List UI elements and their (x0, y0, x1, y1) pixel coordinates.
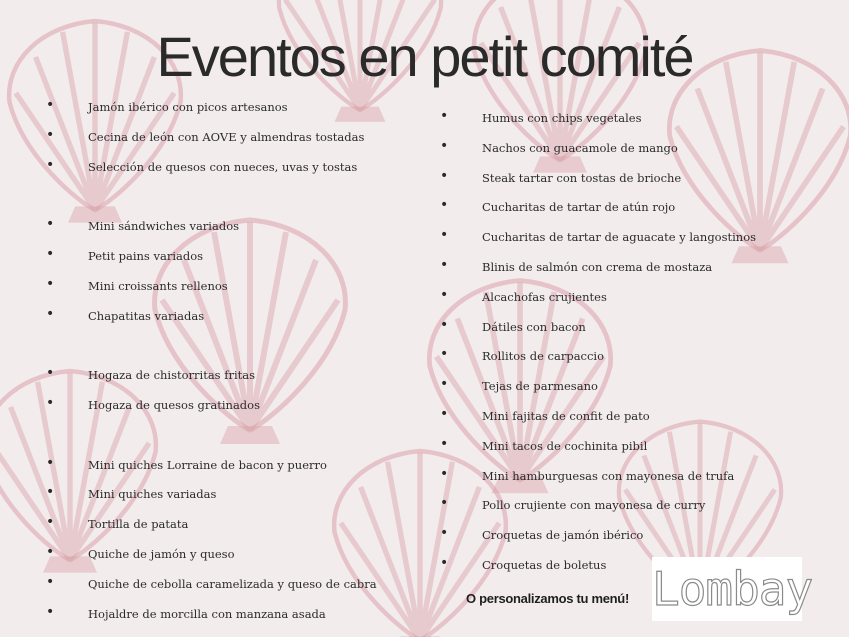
menu-item-label: Humus con chips vegetales (482, 111, 642, 125)
menu-item-label: Blinis de salmón con crema de mostaza (482, 259, 713, 274)
menu-item-label: Selección de quesos con nueces, uvas y tostas (88, 159, 358, 174)
bullet-icon: • (46, 394, 55, 411)
menu-item-label: Cucharitas de tartar de atún rojo (482, 200, 676, 215)
menu-item-label: Pollo crujiente con mayonesa de curry (482, 498, 706, 513)
customize-menu-text: O personalizamos tu menú! (466, 591, 629, 606)
bullet-icon: • (46, 603, 55, 620)
menu-item-label: Tejas de parmesano (482, 379, 598, 394)
bullet-icon: • (46, 97, 55, 113)
menu-item-label: Mini tacos de cochinita pibil (482, 438, 648, 453)
menu-item (46, 573, 377, 591)
menu-spacer (88, 428, 377, 442)
menu-item-label: Hogaza de quesos gratinados (88, 397, 260, 412)
bullet-icon: • (440, 167, 449, 184)
menu-item (46, 365, 377, 383)
bullet-icon: • (440, 316, 449, 333)
menu-item-label: Petit pains variados (88, 248, 204, 263)
bullet-icon: • (46, 454, 55, 471)
menu-item-label: Nachos con guacamole de mango (482, 140, 678, 155)
menu-item (440, 495, 756, 513)
menu-item (46, 305, 377, 323)
menu-item (46, 245, 377, 263)
menu-item-label: Chapatitas variadas (88, 308, 205, 323)
menu-item (440, 227, 757, 245)
logo-text: Lombay (652, 562, 813, 616)
menu-item-label: Hojaldre de morcilla con manzana asada (88, 606, 326, 621)
menu-item (46, 484, 377, 502)
bullet-icon: • (46, 484, 55, 501)
page-title: Eventos en petit comité (156, 25, 693, 88)
bullet-icon: • (440, 405, 449, 422)
bullet-icon: • (46, 305, 55, 322)
menu-item (46, 156, 377, 174)
menu-item-label: Cecina de león con AOVE y almendras tostadas (88, 129, 365, 144)
menu-item (440, 137, 756, 155)
bullet-icon: • (440, 346, 449, 363)
bullet-icon: • (440, 227, 449, 244)
bullet-icon: • (46, 514, 55, 531)
menu-item (440, 197, 756, 215)
menu-item (440, 167, 756, 185)
menu-item-label: Jamón ibérico con picos artesanos (88, 100, 288, 114)
menu-item (46, 97, 377, 114)
bullet-icon: • (46, 573, 55, 590)
bullet-icon: • (46, 156, 55, 173)
menu-item-label: Dátiles con bacon (482, 319, 586, 334)
menu-item-label: Tortilla de patata (88, 517, 189, 532)
bullet-icon: • (46, 275, 55, 292)
menu-item-label: Quiche de cebolla caramelizada y queso de cabra (88, 576, 377, 591)
bullet-icon: • (46, 245, 55, 262)
menu-item (440, 405, 756, 423)
bullet-icon: • (46, 543, 55, 560)
menu-item (440, 108, 756, 125)
menu-item (46, 543, 377, 561)
menu-item (440, 256, 756, 274)
menu-spacer (88, 189, 377, 203)
bullet-icon: • (440, 554, 449, 571)
menu-item-label: Hogaza de chistorritas fritas (88, 368, 256, 383)
lombay-logo (652, 557, 813, 621)
menu-item-label: Mini sándwiches variados (88, 219, 240, 234)
menu-item (440, 465, 756, 483)
bullet-icon: • (440, 108, 449, 124)
bullet-icon: • (440, 376, 449, 393)
bullet-icon: • (46, 365, 55, 382)
menu-item (440, 316, 756, 334)
menu-item-label: Cucharitas de tartar de aguacate y langostinos (482, 230, 757, 245)
bullet-icon: • (440, 137, 449, 154)
bullet-icon: • (440, 286, 449, 303)
menu-item-label: Alcachofas crujientes (482, 289, 607, 304)
menu-item (46, 216, 377, 234)
menu-item-label: Steak tartar con tostas de brioche (482, 170, 682, 185)
menu-item (440, 376, 756, 394)
menu-item (440, 435, 756, 453)
menu-list-right (440, 108, 757, 588)
menu-item-label: Mini fajitas de confit de pato (482, 408, 650, 423)
menu-item (46, 603, 377, 621)
bullet-icon: • (440, 435, 449, 452)
menu-item (440, 525, 756, 543)
menu-item (46, 394, 377, 412)
bullet-icon: • (46, 216, 55, 233)
menu-item-label: Mini croissants rellenos (88, 278, 228, 293)
menu-item-label: Croquetas de jamón ibérico (482, 528, 644, 543)
menu-item (46, 514, 377, 532)
menu-item (440, 286, 756, 304)
menu-item-label: Quiche de jamón y queso (88, 546, 235, 561)
menu-item (46, 126, 377, 144)
bullet-icon: • (440, 495, 449, 512)
menu-item (46, 275, 377, 293)
bullet-icon: • (46, 126, 55, 143)
menu-item-label: Mini quiches variadas (88, 487, 217, 502)
bullet-icon: • (440, 256, 449, 273)
menu-item-label: Mini quiches Lorraine de bacon y puerro (88, 457, 327, 472)
menu-spacer (88, 338, 377, 352)
menu-item-label: Rollitos de carpaccio (482, 349, 605, 364)
menu-item (440, 346, 756, 364)
menu-item-label: Mini hamburguesas con mayonesa de trufa (482, 468, 735, 483)
menu-list-left (46, 97, 377, 636)
bullet-icon: • (440, 197, 449, 214)
bullet-icon: • (440, 525, 449, 542)
menu-item (46, 454, 377, 472)
menu-item-label: Croquetas de boletus (482, 557, 607, 572)
bullet-icon: • (440, 465, 449, 482)
